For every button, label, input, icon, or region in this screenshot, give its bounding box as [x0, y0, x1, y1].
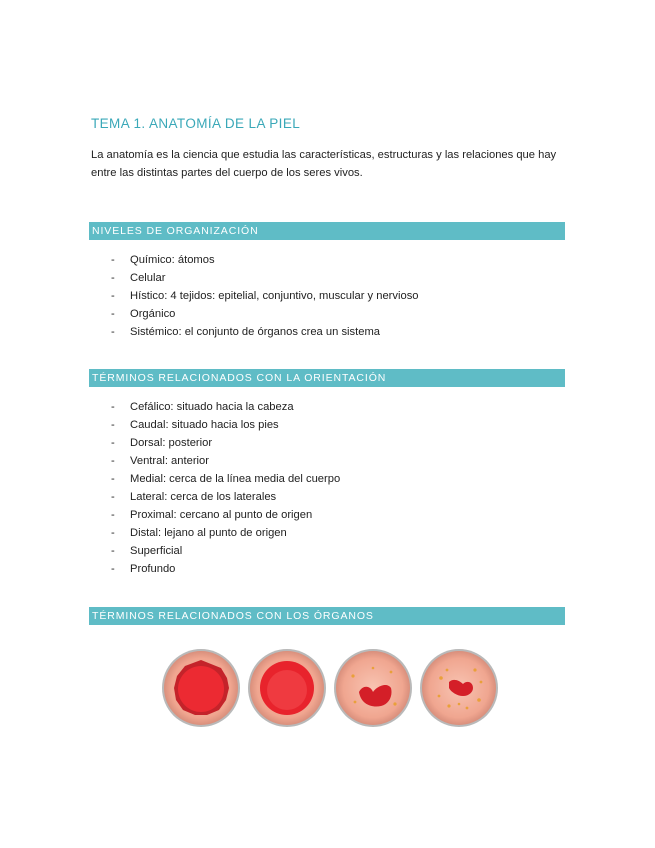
page-title: TEMA 1. ANATOMÍA DE LA PIEL: [91, 116, 301, 131]
vessel-cross-section-image: [419, 648, 499, 728]
vessel-cross-section-image: [247, 648, 327, 728]
bullet-dash: -: [111, 545, 115, 557]
bullet-dash: -: [111, 308, 115, 320]
vessel-cross-section-images: [161, 648, 499, 728]
intro-paragraph: La anatomía es la ciencia que estudia las características, estructuras y las relaciones que hay entre las distintas partes del cuerpo de los seres vivos.: [91, 149, 557, 179]
vessel-cross-section-image: [333, 648, 413, 728]
bullet-dash: -: [111, 419, 115, 431]
bullet-dash: -: [111, 473, 115, 485]
bullet-dash: -: [111, 437, 115, 449]
bullet-dash: -: [111, 401, 115, 413]
bullet-dash: -: [111, 272, 115, 284]
section-heading-niveles: NIVELES DE ORGANIZACIÓN: [89, 222, 565, 240]
bullet-dash: -: [111, 563, 115, 575]
bullet-dash: -: [111, 455, 115, 467]
bullet-dash: -: [111, 254, 115, 266]
vessel-cross-section-image: [161, 648, 241, 728]
bullet-dash: -: [111, 326, 115, 338]
bullet-dash: -: [111, 509, 115, 521]
section-heading-orientacion: TÉRMINOS RELACIONADOS CON LA ORIENTACIÓN: [89, 369, 565, 387]
section-heading-organos: TÉRMINOS RELACIONADOS CON LOS ÓRGANOS: [89, 607, 565, 625]
bullet-dash: -: [111, 290, 115, 302]
bullet-dash: -: [111, 491, 115, 503]
bullet-dash: -: [111, 527, 115, 539]
